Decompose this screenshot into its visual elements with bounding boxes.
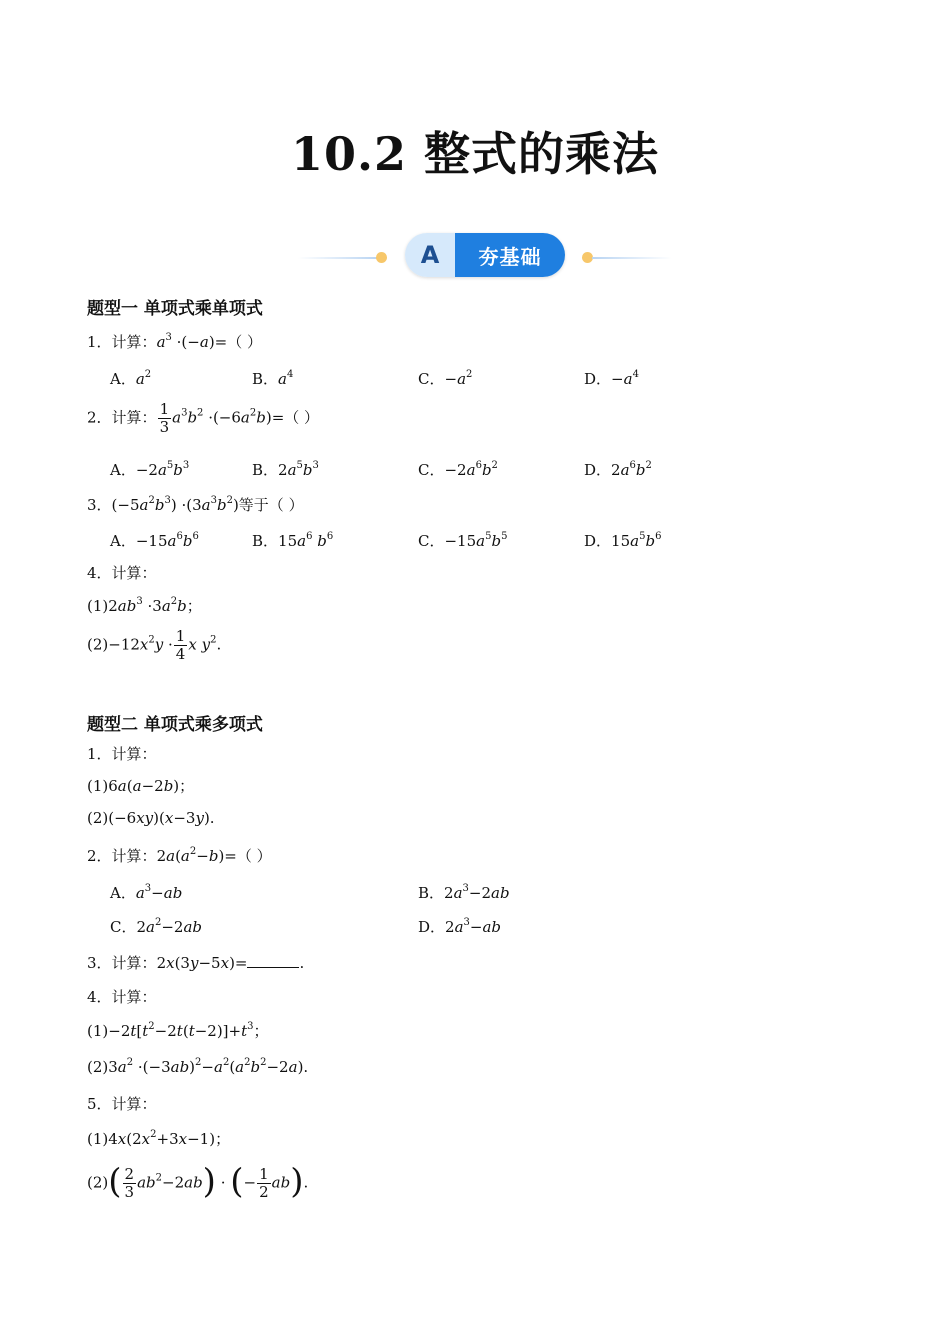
answer-blank[interactable] [247,953,299,968]
question-1-2: 2．计算： $\frac{1}{3}$ $a^3b^2 \cdot(-6a^2b)=$（ ） [87,400,320,436]
question-2-2: 2．计算：$2a(a^2-b)=$（ ） [87,846,272,865]
option-1-3-b: B．$15a^6$ $b^6$ [252,531,334,550]
option-1-1-b: B．$a^4$ [252,369,294,388]
section-heading-2: 题型二 单项式乘多项式 [87,715,263,735]
option-1-1-c: C．$-a^2$ [418,369,473,388]
option-2-2-b: B．$2a^3-2ab$ [418,883,510,902]
option-1-3-c: C．$-15a^5b^5$ [418,531,508,550]
page-title: 10.2 整式的乘法 [290,127,660,181]
question-2-1-part-2: (2)(−6xy)(x−3y). [87,809,215,827]
option-1-2-d: D．$2a^6b^2$ [584,460,652,479]
option-1-2-a: A．$-2a^5b^3$ [110,460,190,479]
question-1-4-part-2: $(2)-12x^2y$ · $\frac{1}{4}$ x $y^2$. [87,627,222,663]
question-2-4-part-2: $(2)3a^2 \cdot(-3ab)^2-a^2(a^2b^2-2a)$. [87,1057,309,1076]
option-1-1-d: D．$-a^4$ [584,369,639,388]
option-2-2-d: D．$2a^3-ab$ [418,917,502,936]
section-badge [405,233,565,277]
question-2-1-part-1: (1)6a(a−2b)； [87,777,195,795]
question-2-1: 1．计算： [87,745,157,763]
badge-text: 夯基础 [455,233,565,277]
question-2-5: 5．计算： [87,1095,157,1113]
question-2-4: 4．计算： [87,988,157,1006]
option-1-3-d: D．$15a^5b^6$ [584,531,662,550]
banner-dot-left [376,252,387,263]
question-2-4-part-1: $(1)-2t[t^2-2t(t-2)]+t^3$； [87,1021,269,1040]
question-2-5-part-1: $(1)4x(2x^2+3x-1)$； [87,1129,231,1148]
question-2-5-part-2: (2)( $\frac{2}{3}$ $ab^2-2ab$) · (− $\frac{1}{2}$ ab). [87,1161,309,1202]
option-1-1-a: A．$a^2$ [110,369,152,388]
section-heading-1: 题型一 单项式乘单项式 [87,299,263,319]
question-1-4-part-1: $(1)2ab^3 \cdot 3a^2b$； [87,596,202,615]
banner-line-right [592,257,672,259]
option-2-2-c: C．$2a^2-2ab$ [110,917,203,936]
option-1-2-b: B．$2a^5b^3$ [252,460,319,479]
question-1-4: 4．计算： [87,564,157,582]
banner-line-left [298,257,378,259]
question-2-3: 3．计算：2x(3y−5x)= . [87,954,305,972]
option-2-2-a: A．$a^3-ab$ [110,883,183,902]
badge-letter: A [405,233,455,277]
question-1-3: 3．$(-5a^2b^3) \cdot(3a^3b^2)$等于（ ） [87,495,304,514]
option-1-2-c: C．$-2a^6b^2$ [418,460,498,479]
question-1-1: 1．计算：$a^3 \cdot(-a)=$（ ） [87,332,263,351]
option-1-3-a: A．$-15a^6b^6$ [110,531,199,550]
